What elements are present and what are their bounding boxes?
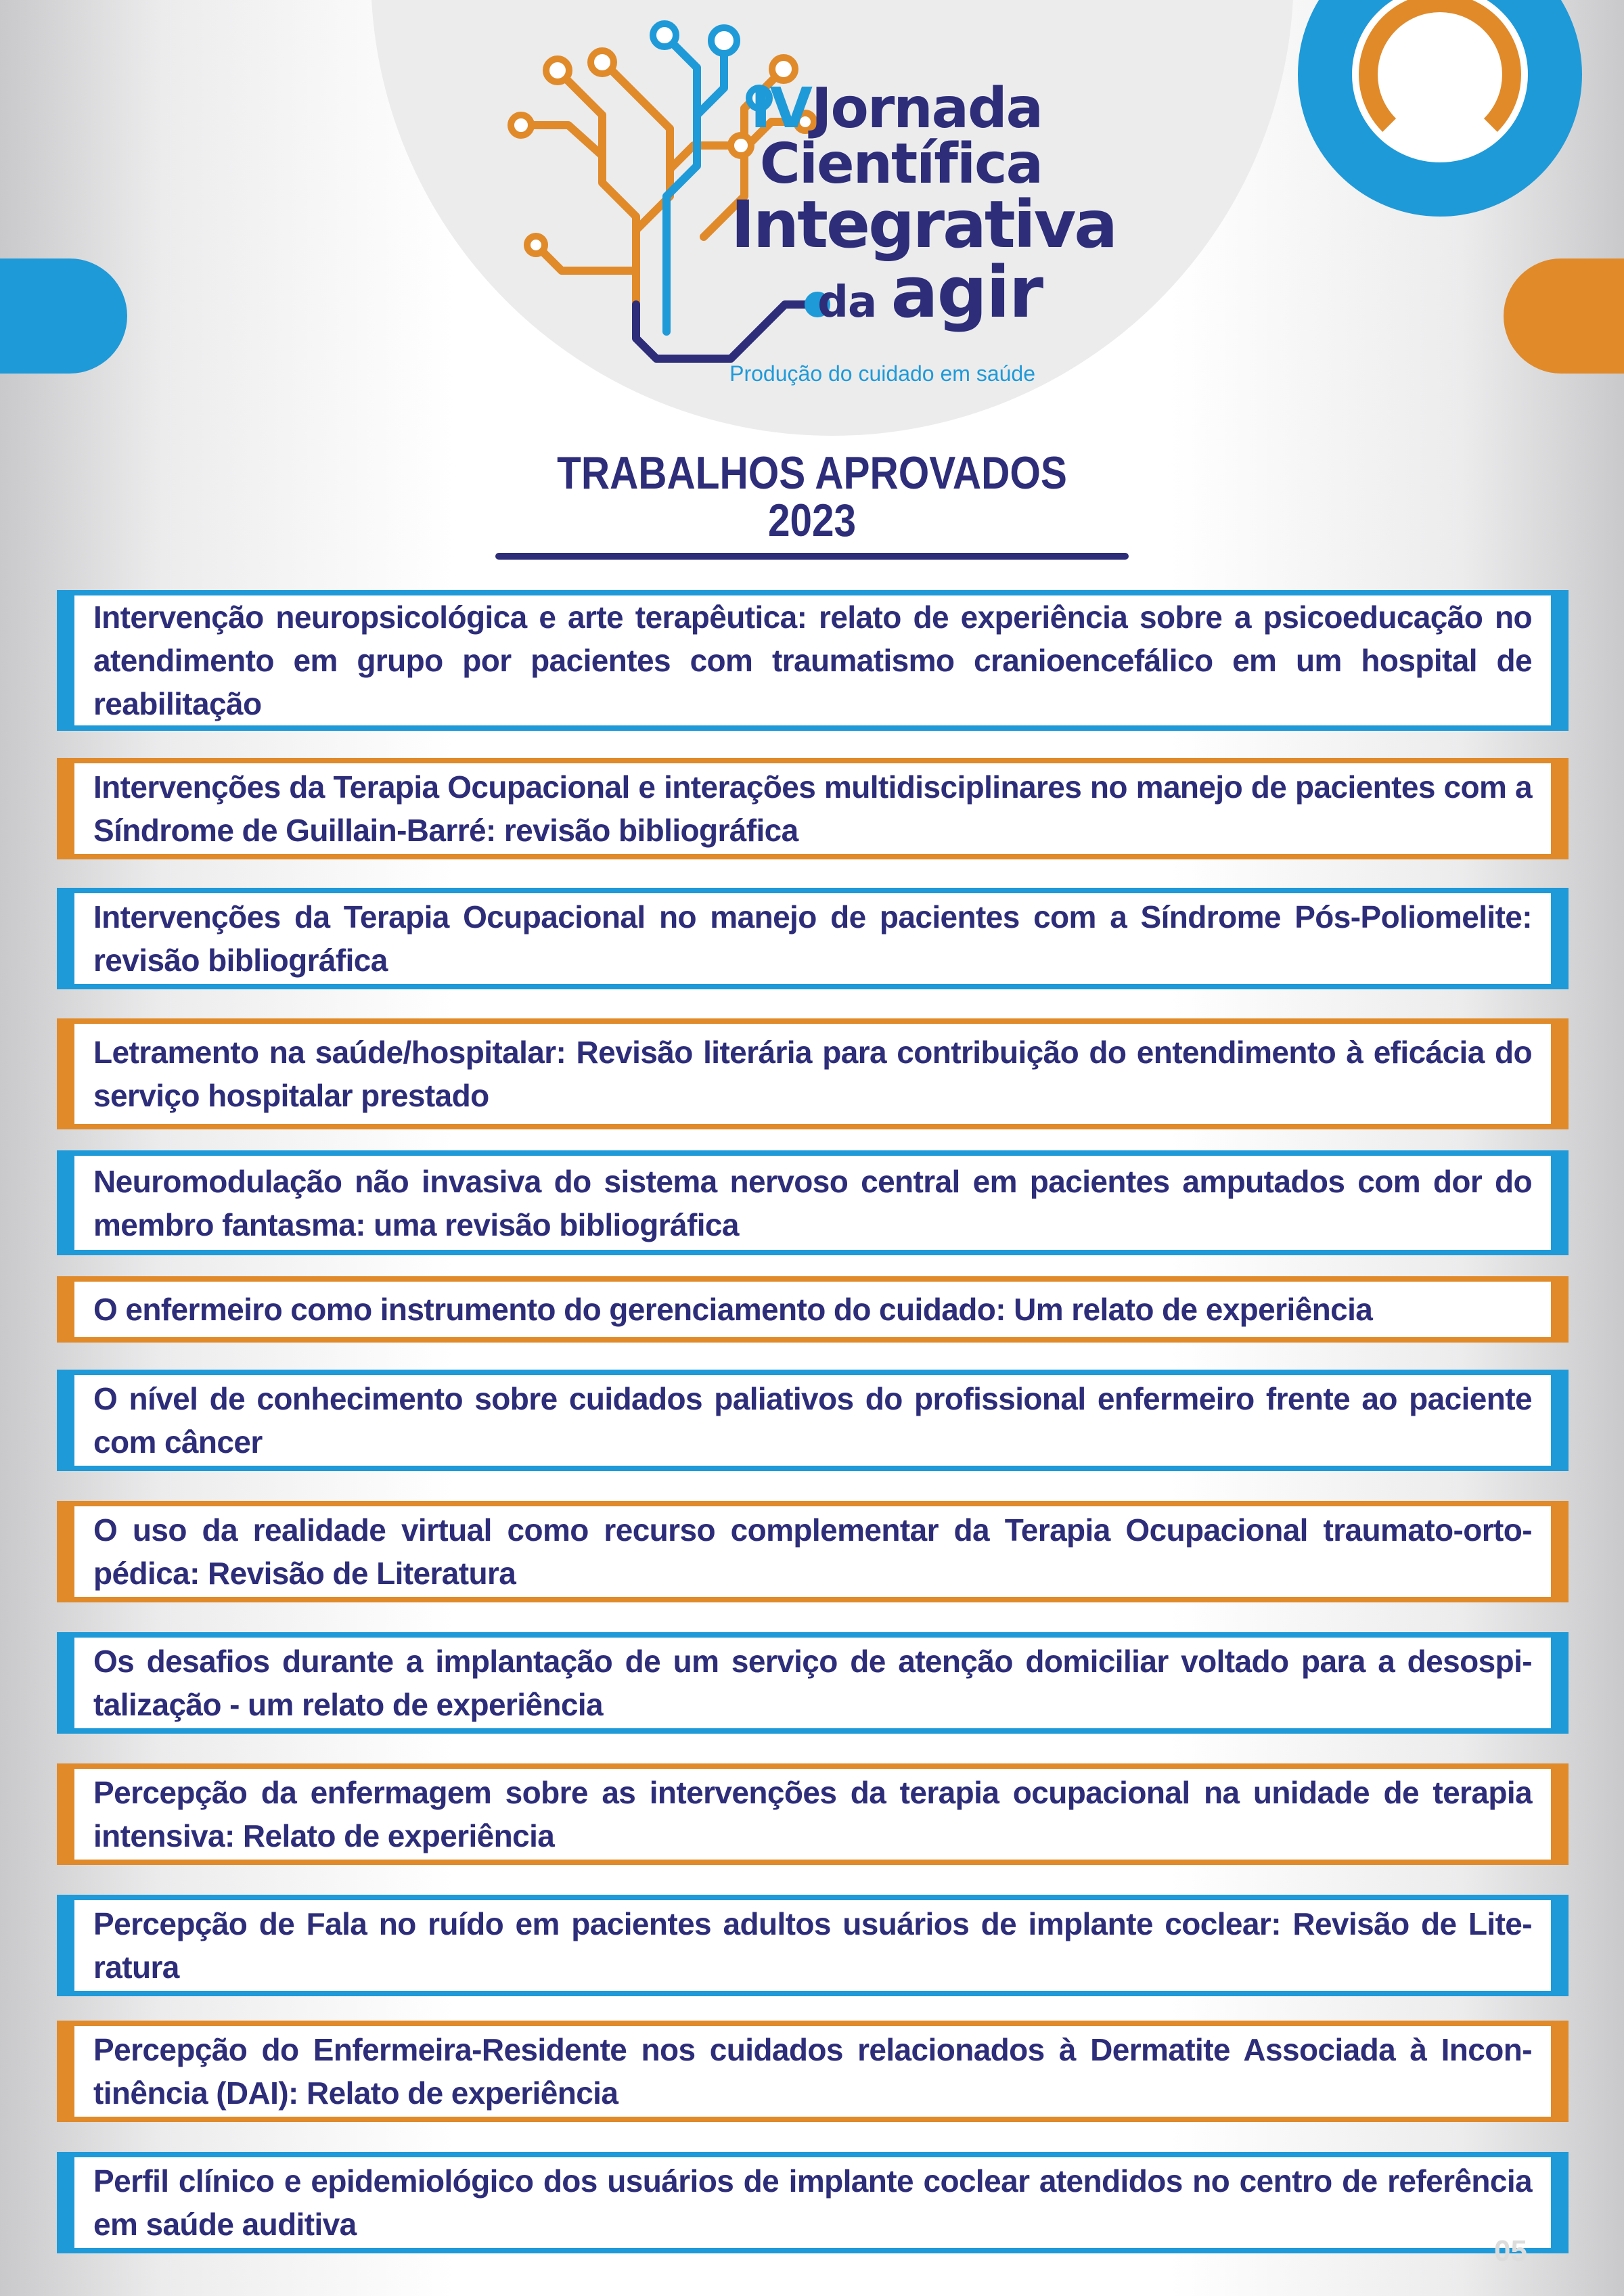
work-title: Percepção da enfermagem sobre as intervenções da terapia ocupacional na unidade de terapia intensiva: Relato de experiência [93,1775,1532,1853]
logo-iv: IV [750,76,811,141]
list-item [57,1632,1569,1734]
logo-line-1 [731,76,1042,141]
list-item [57,1895,1569,1996]
work-title: Intervenções da Terapia Ocupacional no manejo de pacientes com a Síndrome Pós-Poliomelite: revisão bibliográfica [93,899,1532,978]
work-title: Neuromodulação não invasiva do sistema nervoso central em pacientes amputados com dor do membro fantasma: uma revisão bibliográfica [93,1163,1532,1242]
logo-jornada: Jornada [811,76,1042,141]
work-title: Intervenção neuropsicológica e arte terapêutica: relato de experiência sobre a psicoeducação no atendimento em grupo por pacientes com traumatismo cranioencefálico em um hospital de reabilitação [93,600,1532,721]
page-title [521,449,1103,544]
logo-line-3: Integrativa [731,187,1116,263]
decorative-orange-tab [1504,258,1624,374]
logo-line-4 [731,251,1042,334]
event-logo-title [731,76,1116,334]
work-title: O enfermeiro como instrumento do gerenciamento do cuidado: Um relato de experiência [93,1292,1373,1327]
work-title: Percepção do Enfermeira-Residente nos cuidados relacionados à Dermatite Associada à Incon-tinência (DAI): Relato de experiência [93,2032,1532,2111]
list-item [57,1018,1569,1129]
list-item [57,758,1569,859]
logo-agir-brand: agir [890,251,1042,334]
work-title: Intervenções da Terapia Ocupacional e interações multidisciplinares no manejo de pacientes com a Síndrome de Guillain-Barré: revisão bibliográfica [93,769,1532,848]
title-underline-divider [495,553,1129,560]
list-item [57,1763,1569,1865]
list-item [57,1501,1569,1602]
work-title: O uso da realidade virtual como recurso complementar da Terapia Ocupacional traumato-orto-pédica: Revisão de Literatura [93,1512,1532,1591]
work-title: Perfil clínico e epidemiológico dos usuários de implante coclear atendidos no centro de referência em saúde auditiva [93,2163,1532,2242]
list-item [57,2152,1569,2253]
logo-subtitle: Produção do cuidado em saúde [729,361,1035,386]
list-item [57,888,1569,989]
page-number: 05 [1494,2234,1527,2268]
page-title-line-1: TRABALHOS APROVADOS [557,447,1067,499]
list-item [57,590,1569,731]
list-item [57,1276,1569,1343]
logo-line-2: Científica [759,132,1042,196]
work-title: Os desafios durante a implantação de um serviço de atenção domiciliar voltado para a desospi-talização - um relato de experiência [93,1644,1532,1722]
list-item [57,2021,1569,2122]
work-title: Letramento na saúde/hospitalar: Revisão literária para contribuição do entendimento à eficácia do serviço hospitalar prestado [93,1035,1532,1113]
decorative-orange-arc [1359,0,1521,156]
list-item [57,1150,1569,1255]
list-item [57,1370,1569,1471]
work-title: O nível de conhecimento sobre cuidados paliativos do profissional enfermeiro frente ao paciente com câncer [93,1381,1532,1460]
decorative-blue-tab [0,258,127,374]
work-title: Percepção de Fala no ruído em pacientes adultos usuários de implante coclear: Revisão de Lite-ratura [93,1906,1532,1985]
logo-da: da [817,277,877,328]
page-title-year: 2023 [767,495,857,546]
